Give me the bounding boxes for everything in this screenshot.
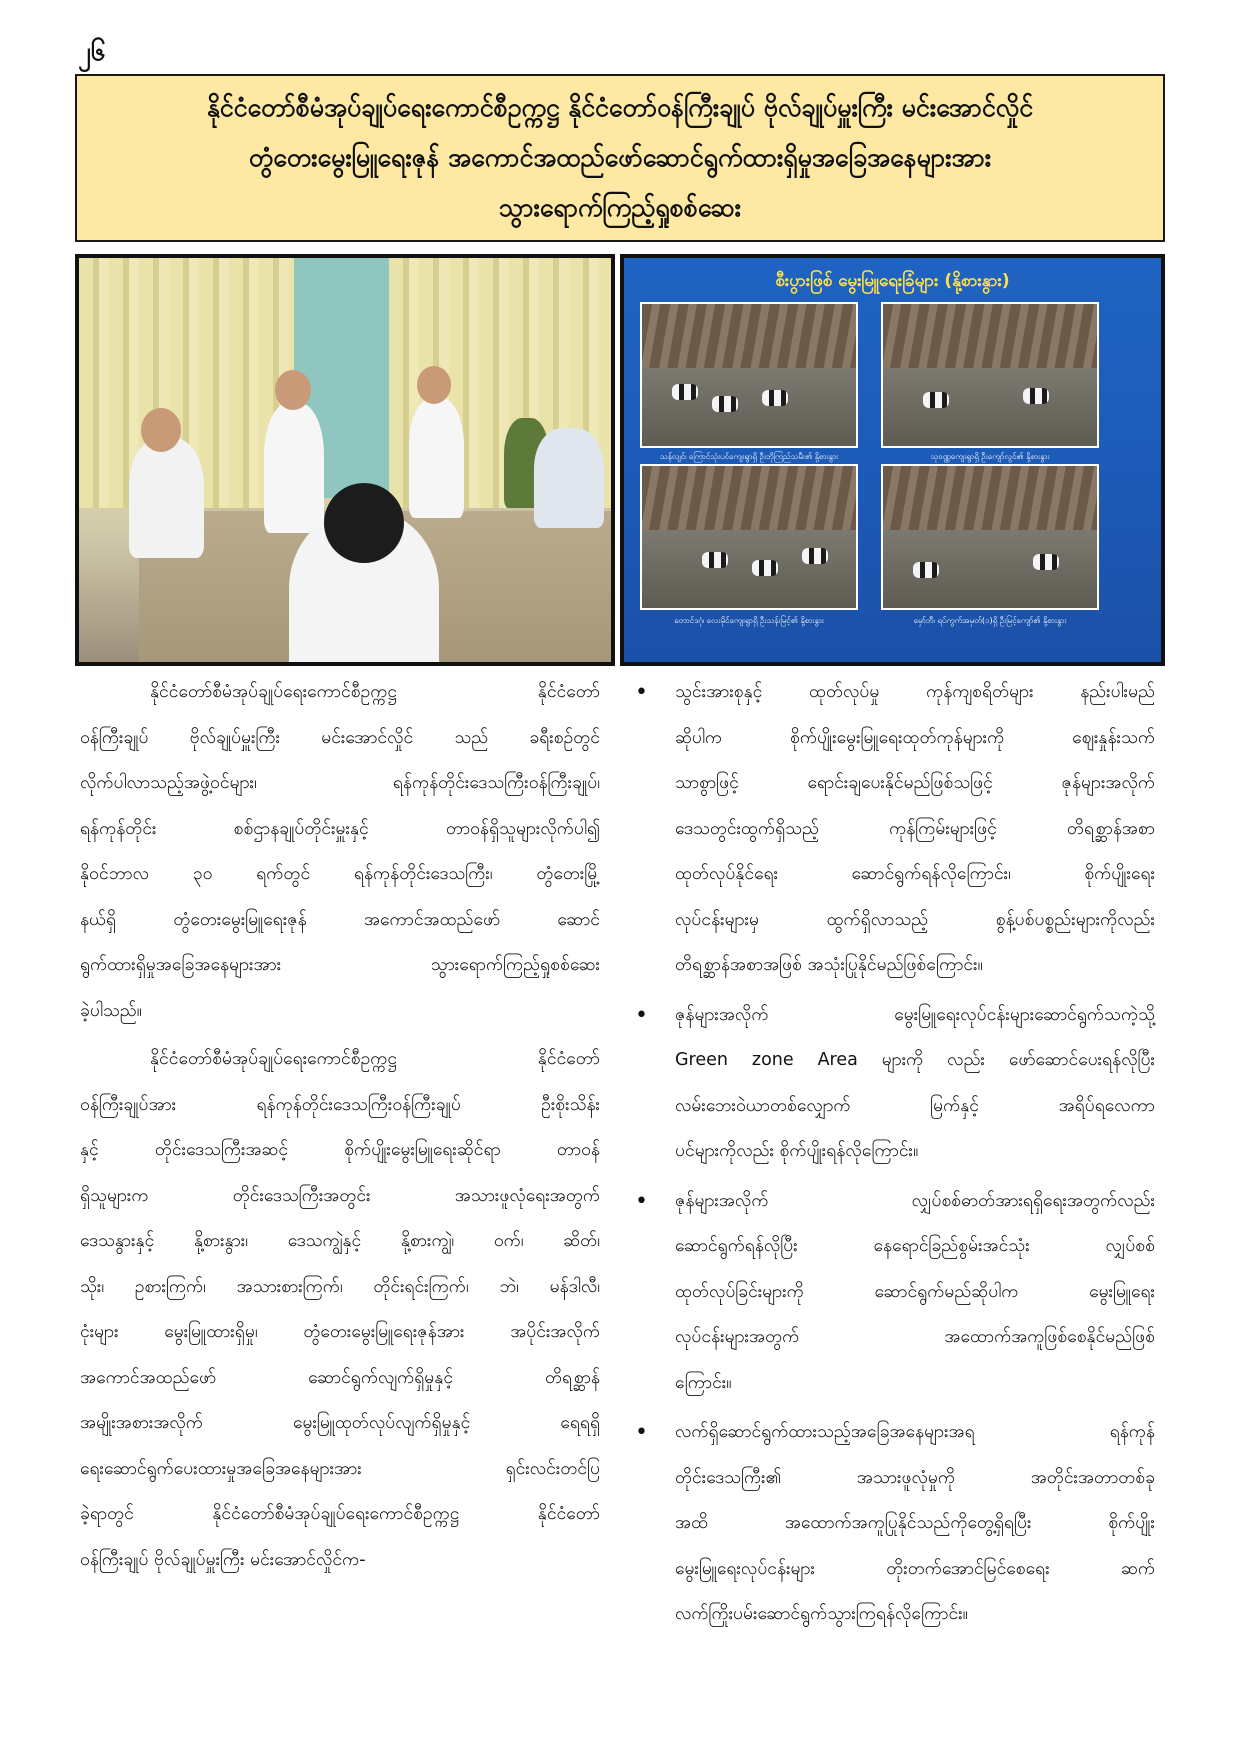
barn-photo-3: [640, 464, 858, 610]
page-number: ၂၆: [78, 37, 106, 67]
text-line: နိုဝင်ဘာလ ၃၀ ရက်တွင် ရန်ကုန်တိုင်းဒေသကြီး၊ တွံတေးမြို့: [80, 864, 600, 884]
text-line: ဆောင်ရွက်ရန်လိုပြီး နေရောင်ခြည်စွမ်းအင်သုံး လျှပ်စစ်: [675, 1236, 1155, 1256]
text-line: ကြောင်း။: [675, 1372, 732, 1393]
headline-line-3: သွားရောက်ကြည့်ရှုစစ်ဆေး: [499, 193, 741, 222]
meeting-photo: [75, 254, 615, 666]
barn-caption-2: သုဝဏ္ဏကျေးရွာရှိ ဦးကျော်လွင်၏ နို့စားနွား: [930, 452, 1050, 461]
standing-person-2: [409, 398, 464, 518]
bullet-icon: •: [635, 680, 648, 705]
standing-person-1-head: [275, 370, 311, 410]
text-line: ပင်များကိုလည်း စိုက်ပျိုးရန်လိုကြောင်း။: [675, 1141, 919, 1161]
text-line: အမျိုးအစားအလိုက် မွေးမြူထုတ်လုပ်လျက်ရှိမှုနှင့် ရေရရှိ: [80, 1413, 600, 1433]
text-line: တိုင်းဒေသကြီး၏ အသားဖူလုံမှုကို အတိုင်းအတာတစ်ခု: [675, 1467, 1155, 1488]
text-line: တိရစ္ဆာန်အစာအဖြစ် အသုံးပြုနိုင်မည်ဖြစ်ကြောင်း။: [675, 955, 983, 975]
text-line: ဒေသတွင်းထွက်ရှိသည့် ကုန်ကြမ်းများဖြင့် တိရစ္ဆာန်အစာ: [675, 818, 1155, 839]
dairy-farm-slide: [620, 254, 1165, 666]
text-line: ရေးဆောင်ရွက်ပေးထားမှုအခြေအနေများအား ရှင်းလင်းတင်ပြ: [80, 1458, 600, 1479]
text-line: လိုက်ပါလာသည့်အဖွဲ့ဝင်များ၊ ရန်ကုန်တိုင်းဒေသကြီးဝန်ကြီးချုပ်၊: [80, 773, 600, 793]
bullet-item-4: [635, 1410, 1155, 1638]
seated-person: [129, 438, 204, 558]
text-line: ဝန်ကြီးချုပ်အား ရန်ကုန်တိုင်းဒေသကြီးဝန်ကြီးချုပ် ဦးစိုးသိန်း: [80, 1094, 600, 1115]
barn-photo-4: [881, 464, 1099, 610]
headline-box: [75, 74, 1165, 242]
text-line: ရန်ကုန်တိုင်း စစ်ဌာနချုပ်တိုင်းမှူးနှင့် တာဝန်ရှိသူများလိုက်ပါ၍: [80, 818, 600, 839]
standing-person-2-head: [417, 366, 451, 404]
headline-line-1: နိုင်ငံတော်စီမံအုပ်ချုပ်ရေးကောင်စီဥက္ကဋ္ဌ နိုင်ငံတော်ဝန်ကြီးချုပ် ဗိုလ်ချုပ်မှူးကြီး မင်းအောင်လှိုင်: [206, 93, 1034, 122]
text-line: ရွက်ထားရှိမှုအခြေအနေများအား သွားရောက်ကြည့်ရှုစစ်ဆေး: [80, 955, 600, 975]
text-line: အကောင်အထည်ဖော် ဆောင်ရွက်လျက်ရှိမှုနှင့် တိရစ္ဆာန်: [80, 1367, 600, 1388]
seated-person-right: [534, 428, 604, 528]
headline-line-2: တွံတေးမွေးမြူရေးဇုန် အကောင်အထည်ဖော်ဆောင်ရွက်ထားရှိမှုအခြေအနေများအား: [248, 143, 992, 172]
text-line: နိုင်ငံတော်စီမံအုပ်ချုပ်ရေးကောင်စီဥက္ကဋ္ဌ နိုင်ငံတော်: [150, 682, 600, 702]
standing-person-1: [264, 403, 324, 533]
text-line: နိုင်ငံတော်စီမံအုပ်ချုပ်ရေးကောင်စီဥက္ကဋ္ဌ နိုင်ငံတော်: [150, 1049, 600, 1069]
bullet-item-1: [635, 670, 1155, 989]
text-line: ခဲ့ပါသည်။: [80, 1000, 142, 1021]
text-line: သွင်းအားစုနှင့် ထုတ်လုပ်မှု ကုန်ကျစရိတ်များ နည်းပါးမည်: [675, 682, 1155, 702]
text-line: သိုး၊ ဥစားကြက်၊ အသားစားကြက်၊ တိုင်းရင်းကြက်၊ ဘဲ၊ မန်ဒါလီ၊: [80, 1276, 600, 1297]
text-line: လုပ်ငန်းများမှ ထွက်ရှိလာသည့် စွန့်ပစ်ပစ္စည်းများကိုလည်း: [675, 909, 1155, 930]
text-line: မွေးမြူရေးလုပ်ငန်းများ တိုးတက်အောင်မြင်စေရေး ဆက်: [675, 1558, 1155, 1579]
right-column: [635, 670, 1155, 1642]
text-line: နှင့် တိုင်းဒေသကြီးအဆင့် စိုက်ပျိုးမွေးမြူရေးဆိုင်ရာ တာဝန်: [80, 1140, 600, 1160]
barn-photo-2: [881, 302, 1099, 448]
text-line: လက်ကြိုးပမ်းဆောင်ရွက်သွားကြရန်လိုကြောင်း။: [675, 1604, 968, 1624]
text-line: ဒေသနွားနှင့် နို့စားနွား၊ ဒေသကျွဲနှင့် နို့စားကျွဲ၊ ဝက်၊ ဆိတ်၊: [80, 1231, 600, 1251]
bullet-icon: •: [635, 1188, 648, 1214]
bullet-item-3: [635, 1179, 1155, 1407]
bullet-icon: •: [635, 1420, 648, 1445]
bullet-icon: •: [635, 1002, 648, 1028]
seated-person-head: [141, 408, 181, 452]
text-line: ငုံးများ မွေးမြူထားရှိမှု၊ တွံတေးမွေးမြူရေးဇုန်အား အပိုင်းအလိုက်: [80, 1322, 600, 1342]
text-line: ဇုန်များအလိုက် လျှပ်စစ်ဓာတ်အားရရှိရေးအတွက်လည်း: [675, 1190, 1155, 1211]
slide-title: စီးပွားဖြစ် မွေးမြူရေးခြံများ (နို့စားနွား): [775, 271, 1010, 291]
foreground-person-head: [324, 483, 404, 563]
text-line: ဇုန်များအလိုက် မွေးမြူရေးလုပ်ငန်းများဆောင်ရွက်သကဲ့သို့: [675, 1004, 1155, 1025]
text-line: ဝန်ကြီးချုပ် ဗိုလ်ချုပ်မှူးကြီး မင်းအောင်လှိုင် သည် ခရီးစဉ်တွင်: [80, 727, 600, 748]
text-line: လမ်းဘေးဝဲယာတစ်လျှောက် မြက်နှင့် အရိပ်ရလေကာ: [675, 1095, 1155, 1116]
text-line: ထုတ်လုပ်နိုင်ရေး ဆောင်ရွက်ရန်လိုကြောင်း၊ စိုက်ပျိုးရေး: [675, 864, 1155, 884]
barn-photo-1: [640, 302, 858, 448]
text-line: အထိ အထောက်အကူပြုနိုင်သည်ကိုတွေ့ရှိရပြီး စိုက်ပျိုး: [675, 1513, 1155, 1533]
text-line: ဝန်ကြီးချုပ် ဗိုလ်ချုပ်မှူးကြီး မင်းအောင်လှိုင်က-: [80, 1549, 366, 1570]
text-line: လုပ်ငန်းများအတွက် အထောက်အကူဖြစ်စေနိုင်မည်ဖြစ်: [675, 1327, 1155, 1347]
text-line: ရှိသူများက တိုင်းဒေသကြီးအတွင်း အသားဖူလုံရေးအတွက်: [80, 1185, 600, 1206]
barn-caption-3: တောင်ဒဂုံ၊ လေးမိုင်ကျေးရွာရှိ ဦးသန်းမြင့်၏ နို့စားနွား: [674, 616, 824, 625]
text-line: Green zone Area များကို လည်း ဖော်ဆောင်ပေးရန်လိုပြီး: [675, 1050, 1155, 1070]
text-line: သာစွာဖြင့် ရောင်းချပေးနိုင်မည်ဖြစ်သဖြင့် ဇုန်များအလိုက်: [675, 773, 1155, 793]
text-line: လက်ရှိဆောင်ရွက်ထားသည့်အခြေအနေများအရ ရန်ကုန်: [675, 1422, 1155, 1442]
text-line: ထုတ်လုပ်ခြင်းများကို ဆောင်ရွက်မည်ဆိုပါက မွေးမြူရေး: [675, 1281, 1155, 1302]
barn-caption-4: မှော်ဘီ၊ ရပ်ကွက်အမှတ်(၁)ရှိ ဦးမြင့်ကျော်၏ နို့စားနွား: [913, 616, 1067, 625]
paragraph-1: [80, 670, 600, 1034]
barn-caption-1: သန်လျင်၊ ကြောင်သုံးပင်ကျေးရွာရှိ ဦးဘိုကြည်သမီး၏ နို့စားနွား: [659, 452, 839, 461]
text-line: ဆိုပါက စိုက်ပျိုးမွေးမြူရေးထုတ်ကုန်များကို ဈေးနှုန်းသက်: [675, 727, 1155, 748]
text-line: နယ်ရှိ တွံတေးမွေးမြူရေးဇုန် အကောင်အထည်ဖော် ဆောင်: [80, 909, 600, 930]
paragraph-2: [80, 1037, 600, 1583]
left-column: [80, 670, 600, 1586]
text-line: ခဲ့ရာတွင် နိုင်ငံတော်စီမံအုပ်ချုပ်ရေးကောင်စီဥက္ကဋ္ဌ နိုင်ငံတော်: [80, 1504, 600, 1524]
bullet-item-2: [635, 993, 1155, 1175]
